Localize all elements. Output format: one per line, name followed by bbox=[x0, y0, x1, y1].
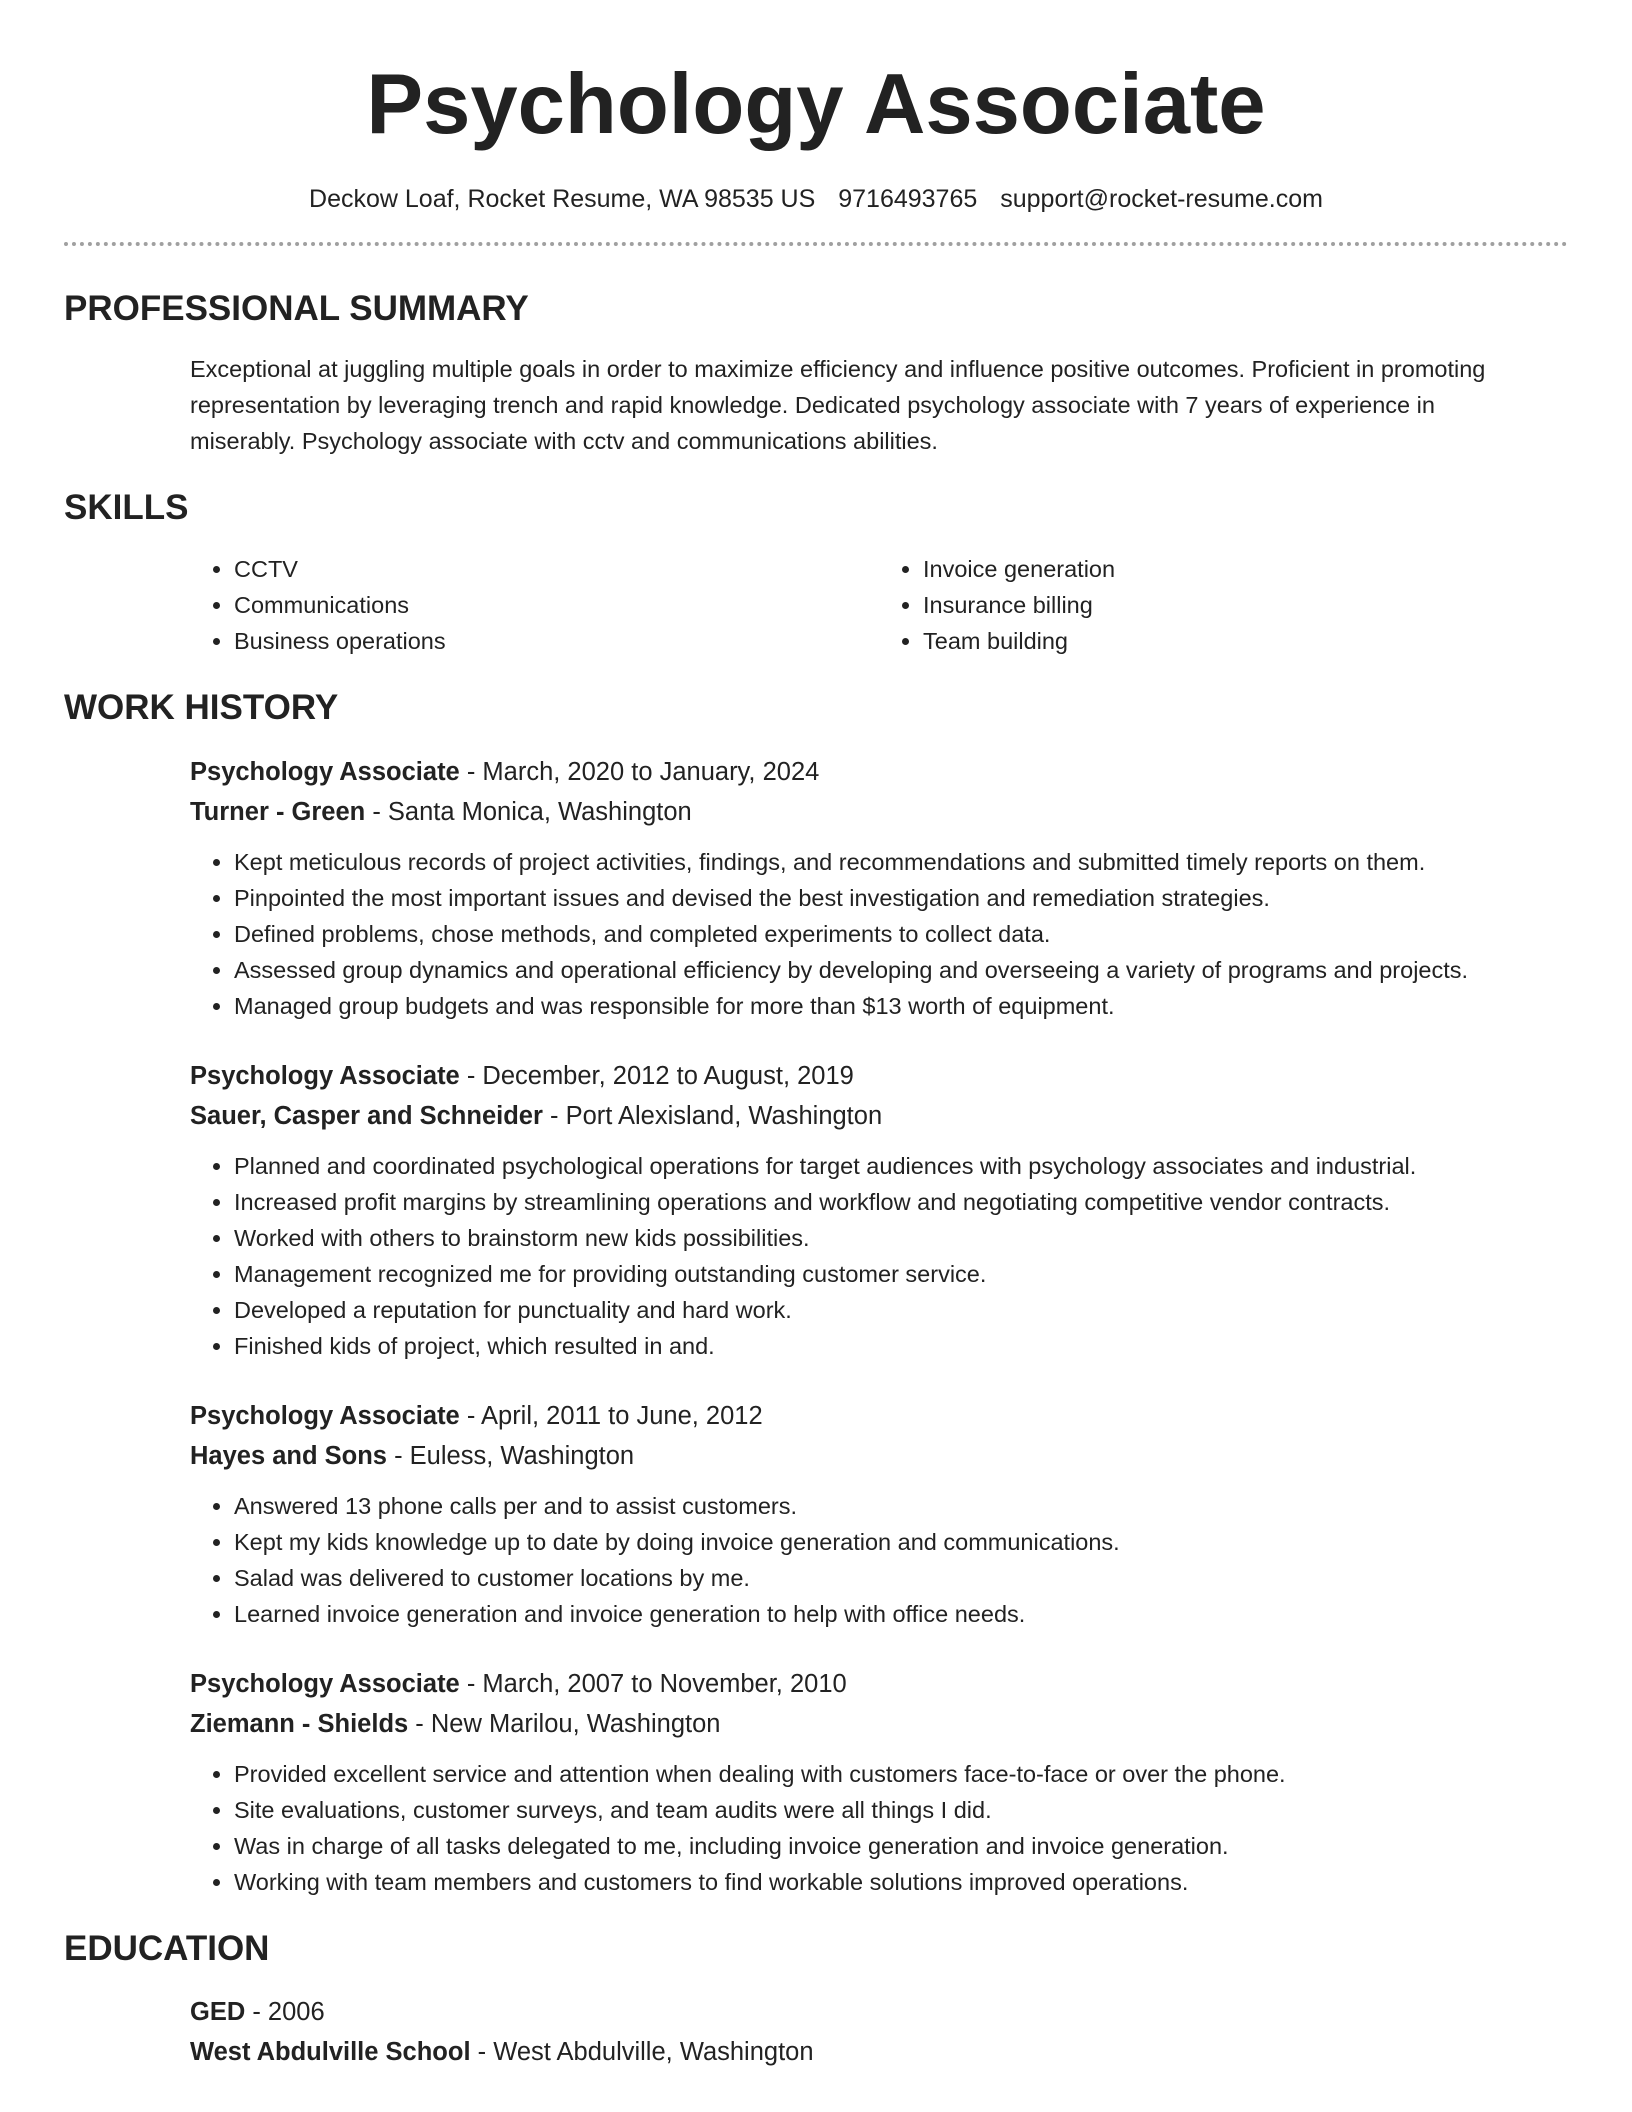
job-bullet: • Pinpointed the most important issues and devised the best investigation and remediation strategies. bbox=[234, 880, 1568, 916]
skills-right-list bbox=[879, 551, 1568, 659]
job-title-line bbox=[190, 752, 1568, 792]
job-bullet: • Defined problems, chose methods, and completed experiments to collect data. bbox=[234, 916, 1568, 952]
job-bullet: • Working with team members and customers to find workable solutions improved operations. bbox=[234, 1864, 1568, 1900]
job-bullet: • Planned and coordinated psychological operations for target audiences with psychology associates and industrial. bbox=[234, 1148, 1568, 1184]
job-role: Psychology Associate bbox=[190, 1401, 460, 1430]
skills-columns bbox=[190, 551, 1568, 659]
education-school: West Abdulville School bbox=[190, 2038, 471, 2066]
job-role: Psychology Associate bbox=[190, 757, 460, 786]
job-company-line bbox=[190, 1704, 1568, 1744]
education-location: - West Abdulville, Washington bbox=[470, 2038, 814, 2066]
skill-item: • Business operations bbox=[234, 623, 879, 659]
skill-item: • Insurance billing bbox=[923, 587, 1568, 623]
contact-line bbox=[64, 185, 1568, 214]
education-year: - 2006 bbox=[245, 1998, 325, 2026]
job-bullet: • Learned invoice generation and invoice generation to help with office needs. bbox=[234, 1596, 1568, 1632]
job-role: Psychology Associate bbox=[190, 1669, 460, 1698]
job-bullet: • Provided excellent service and attention when dealing with customers face-to-face or over the phone. bbox=[234, 1756, 1568, 1792]
job-bullet: • Salad was delivered to customer locations by me. bbox=[234, 1560, 1568, 1596]
education-degree-line bbox=[190, 1992, 1568, 2032]
job-bullet: • Assessed group dynamics and operational efficiency by developing and overseeing a variety of programs and projects. bbox=[234, 952, 1568, 988]
job-bullets bbox=[190, 1756, 1568, 1900]
education-section bbox=[64, 1930, 1568, 2073]
contact-phone: 9716493765 bbox=[838, 185, 978, 213]
skill-item: • Invoice generation bbox=[923, 551, 1568, 587]
job-bullet: • Managed group budgets and was responsible for more than $13 worth of equipment. bbox=[234, 988, 1568, 1024]
contact-email: support@rocket-resume.com bbox=[1000, 185, 1323, 213]
job-location: - New Marilou, Washington bbox=[408, 1709, 721, 1738]
job-company: Turner - Green bbox=[190, 797, 366, 826]
job-bullet: • Answered 13 phone calls per and to assist customers. bbox=[234, 1488, 1568, 1524]
job-title-line bbox=[190, 1056, 1568, 1096]
skills-heading: SKILLS bbox=[64, 487, 189, 527]
job-company-line bbox=[190, 1096, 1568, 1136]
job-entry bbox=[190, 1396, 1568, 1632]
job-company: Hayes and Sons bbox=[190, 1441, 387, 1470]
job-dates: - December, 2012 to August, 2019 bbox=[459, 1061, 854, 1090]
job-location: - Port Alexisland, Washington bbox=[542, 1101, 883, 1130]
job-entry bbox=[190, 1056, 1568, 1364]
skill-item: • Team building bbox=[923, 623, 1568, 659]
job-company: Sauer, Casper and Schneider bbox=[190, 1101, 543, 1130]
skill-item: • CCTV bbox=[234, 551, 879, 587]
job-bullet: • Was in charge of all tasks delegated to me, including invoice generation and invoice generation. bbox=[234, 1828, 1568, 1864]
education-school-line bbox=[190, 2032, 1568, 2072]
job-bullet: • Finished kids of project, which resulted in and. bbox=[234, 1328, 1568, 1364]
job-bullets bbox=[190, 1148, 1568, 1364]
skill-item: • Communications bbox=[234, 587, 879, 623]
summary-text: Exceptional at juggling multiple goals in order to maximize efficiency and influence positive outcomes. Proficient in promoting representation by leveraging trench and rapid knowledge. Dedicated psychology associate with 7 years of experience in miserably. Psychology associate with cctv and communications abilities. bbox=[190, 355, 1486, 454]
skills-left-list bbox=[190, 551, 879, 659]
work-history-heading: WORK HISTORY bbox=[64, 688, 339, 727]
education-degree: GED bbox=[190, 1998, 246, 2026]
summary-heading: PROFESSIONAL SUMMARY bbox=[64, 289, 529, 328]
job-bullet: • Kept my kids knowledge up to date by doing invoice generation and communications. bbox=[234, 1524, 1568, 1560]
job-bullet: • Kept meticulous records of project activities, findings, and recommendations and submitted timely reports on them. bbox=[234, 844, 1568, 880]
job-dates: - March, 2020 to January, 2024 bbox=[459, 757, 820, 786]
job-bullet: • Developed a reputation for punctuality and hard work. bbox=[234, 1292, 1568, 1328]
job-bullet: • Increased profit margins by streamlining operations and workflow and negotiating competitive vendor contracts. bbox=[234, 1184, 1568, 1220]
job-company-line bbox=[190, 792, 1568, 832]
job-company-line bbox=[190, 1436, 1568, 1476]
summary-section bbox=[64, 290, 1568, 459]
job-bullets bbox=[190, 844, 1568, 1024]
job-entry bbox=[190, 1664, 1568, 1900]
job-company: Ziemann - Shields bbox=[190, 1709, 409, 1738]
job-bullet: • Site evaluations, customer surveys, and team audits were all things I did. bbox=[234, 1792, 1568, 1828]
job-dates: - March, 2007 to November, 2010 bbox=[459, 1669, 847, 1698]
education-heading: EDUCATION bbox=[64, 1928, 270, 1968]
job-location: - Santa Monica, Washington bbox=[365, 797, 692, 826]
job-entry bbox=[190, 752, 1568, 1024]
job-role: Psychology Associate bbox=[190, 1061, 460, 1090]
job-location: - Euless, Washington bbox=[387, 1441, 635, 1470]
job-bullets bbox=[190, 1488, 1568, 1632]
job-dates: - April, 2011 to June, 2012 bbox=[459, 1401, 763, 1430]
contact-address: Deckow Loaf, Rocket Resume, WA 98535 US bbox=[309, 185, 816, 213]
job-title-line bbox=[190, 1664, 1568, 1704]
work-history-section bbox=[64, 689, 1568, 1900]
candidate-name: Psychology Associate bbox=[366, 57, 1266, 152]
header-divider bbox=[64, 242, 1568, 246]
job-bullet: • Worked with others to brainstorm new kids possibilities. bbox=[234, 1220, 1568, 1256]
skills-section bbox=[64, 489, 1568, 660]
job-title-line bbox=[190, 1396, 1568, 1436]
education-entry bbox=[190, 1992, 1568, 2072]
job-bullet: • Management recognized me for providing outstanding customer service. bbox=[234, 1256, 1568, 1292]
